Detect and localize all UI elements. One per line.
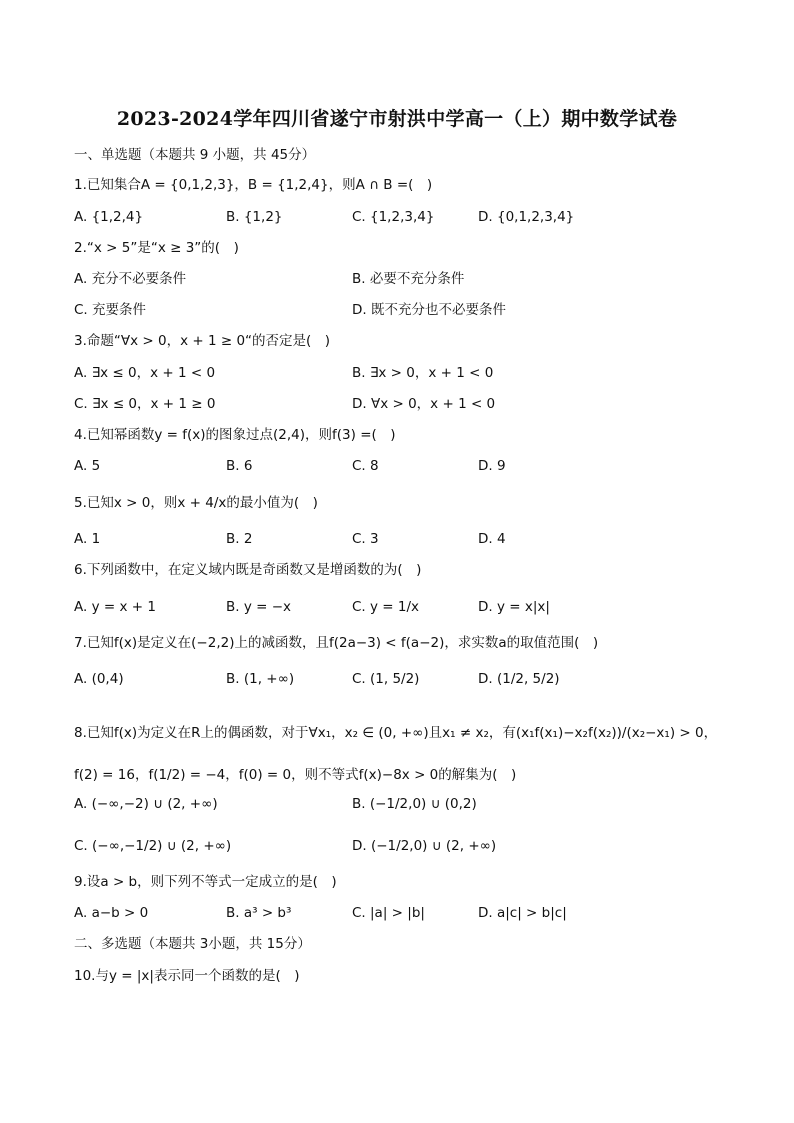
option-b: B. y = −x (226, 599, 292, 615)
option-c: C. |a| > |b| (352, 905, 425, 921)
option-c: C. 3 (352, 531, 379, 547)
option-a: A. y = x + 1 (74, 599, 156, 615)
question-stem: 6.下列函数中，在定义域内既是奇函数又是增函数的为( ) (74, 562, 422, 578)
option-d: D. y = x|x| (478, 599, 550, 615)
option-c: C. y = 1/x (352, 599, 420, 615)
question-stem: 8.已知f(x)为定义在R上的偶函数，对于∀x₁，x₂ ∈ (0, +∞)且x₁ ≠ x₂，有(x₁f(x₁)−x₂f(x₂))/(x₂−x₁) > 0，f(2) = 16，f(1/2) = −4，f(0) = 0，则不等式f(x)−8x > 0的解集为( ) (74, 725, 718, 783)
section-heading: 一、单选题（本题共 9 小题，共 45分） (74, 147, 316, 163)
question-stem: 3.命题“∀x > 0，x + 1 ≥ 0“的否定是( ) (74, 333, 331, 349)
option-a: A. (−∞,−2) ∪ (2, +∞) (74, 796, 218, 812)
option-a: A. 充分不必要条件 (74, 271, 187, 287)
option-a: A. 1 (74, 531, 101, 547)
option-d: D. ∀x > 0，x + 1 < 0 (352, 396, 496, 412)
option-b: B. (−1/2,0) ∪ (0,2) (352, 796, 477, 812)
question-stem: 7.已知f(x)是定义在(−2,2)上的减函数，且f(2a−3) < f(a−2)，求实数a的取值范围( ) (74, 635, 599, 651)
option-c: C. 充要条件 (74, 302, 147, 318)
option-a: A. (0,4) (74, 671, 124, 687)
option-c: C. 8 (352, 458, 379, 474)
option-c: C. (1, 5/2) (352, 671, 420, 687)
question-stem (74, 176, 432, 194)
option-b: B. 2 (226, 531, 253, 547)
question-stem: 2.“x > 5”是“x ≥ 3”的( ) (74, 240, 239, 256)
option-b: B. {1,2} (226, 209, 283, 225)
option-a: A. {1,2,4} (74, 209, 144, 225)
option-b: B. ∃x > 0，x + 1 < 0 (352, 365, 494, 381)
option-d: D. (−1/2,0) ∪ (2, +∞) (352, 838, 497, 854)
option-d: D. a|c| > b|c| (478, 905, 567, 921)
section-heading: 二、多选题（本题共 3小题，共 15分） (74, 936, 311, 952)
option-c: C. ∃x ≤ 0，x + 1 ≥ 0 (74, 396, 216, 412)
question-stem: 10.与y = |x|表示同一个函数的是( ) (74, 968, 300, 984)
question-stem: 5.已知x > 0，则x + 4/x的最小值为( ) (74, 495, 318, 511)
option-d: D. 既不充分也不必要条件 (352, 302, 506, 318)
question-text: 1.已知集合A = {0,1,2,3}，B = {1,2,4}，则A ∩ B =( ) (74, 177, 433, 193)
option-a: A. 5 (74, 458, 101, 474)
option-b: B. 6 (226, 458, 253, 474)
option-c: C. (−∞,−1/2) ∪ (2, +∞) (74, 838, 232, 854)
question-stem: 9.设a > b，则下列不等式一定成立的是( ) (74, 874, 337, 890)
option-d: D. 4 (478, 531, 506, 547)
option-d: D. 9 (478, 458, 506, 474)
option-b: B. a³ > b³ (226, 905, 292, 921)
option-c: C. {1,2,3,4} (352, 209, 435, 225)
question-stem: 4.已知幂函数y = f(x)的图象过点(2,4)，则f(3) =( ) (74, 427, 396, 443)
option-b: B. 必要不充分条件 (352, 271, 465, 287)
option-d: D. {0,1,2,3,4} (478, 209, 575, 225)
option-d: D. (1/2, 5/2) (478, 671, 560, 687)
exam-title: 2023-2024学年四川省遂宁市射洪中学高一（上）期中数学试卷 (116, 108, 678, 130)
option-b: B. (1, +∞) (226, 671, 295, 687)
option-a: A. a−b > 0 (74, 905, 149, 921)
option-a: A. ∃x ≤ 0，x + 1 < 0 (74, 365, 216, 381)
